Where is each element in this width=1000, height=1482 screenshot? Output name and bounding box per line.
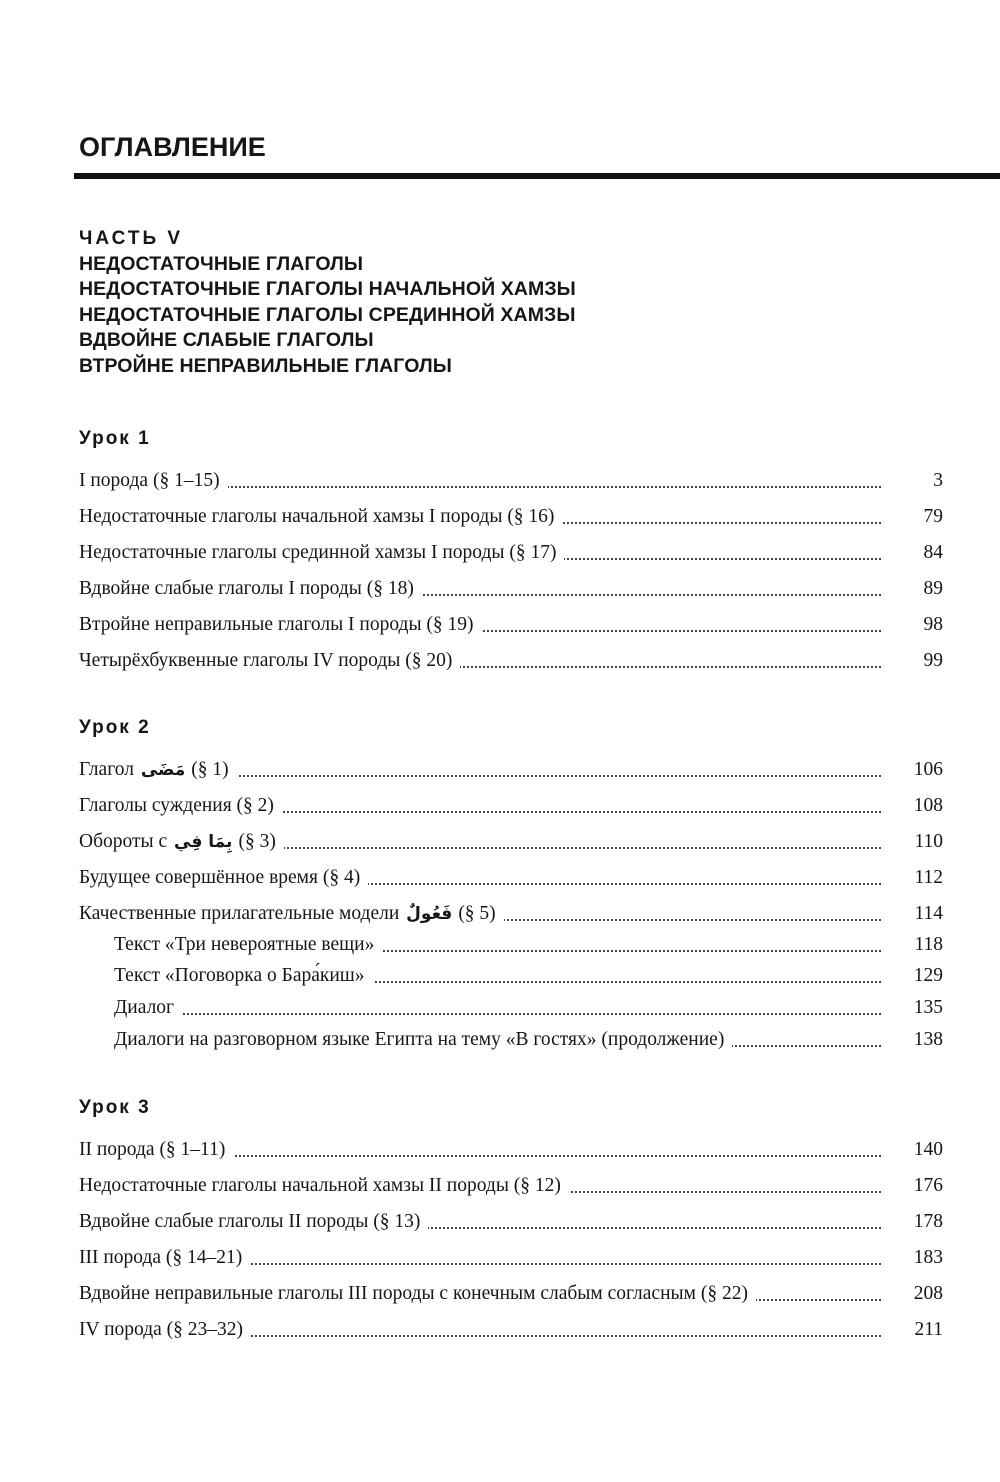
toc-entry[interactable] xyxy=(79,540,943,566)
lesson-heading: Урок 3 xyxy=(79,1097,151,1118)
page-number: 84 xyxy=(923,542,943,563)
toc-entry[interactable] xyxy=(79,576,943,602)
page-number: 208 xyxy=(913,1283,943,1304)
part-label: ЧАСТЬ V xyxy=(79,228,184,249)
entry-title-text: Качественные прилагательные модели xyxy=(79,903,400,924)
entry-title-text: Глагол xyxy=(79,759,134,780)
page-title: ОГЛАВЛЕНИЕ xyxy=(79,132,266,162)
toc-subentry[interactable] xyxy=(114,963,943,989)
part-line: НЕДОСТАТОЧНЫЕ ГЛАГОЛЫ НАЧАЛЬНОЙ ХАМЗЫ xyxy=(79,278,576,301)
page-number: 106 xyxy=(913,759,943,780)
toc-entry[interactable] xyxy=(79,865,943,891)
entry-title: Глаголы суждения (§ 2) xyxy=(79,793,282,819)
entry-title: II порода (§ 1–11) xyxy=(79,1137,233,1163)
toc-entry[interactable] xyxy=(79,901,943,927)
part-line: ВДВОЙНЕ СЛАБЫЕ ГЛАГОЛЫ xyxy=(79,329,374,352)
page-number: 178 xyxy=(913,1211,943,1232)
page-number: 140 xyxy=(913,1139,943,1160)
toc-entry[interactable] xyxy=(79,504,943,530)
toc-entry[interactable] xyxy=(79,648,943,674)
page-number: 176 xyxy=(913,1175,943,1196)
entry-title-text: Обороты с xyxy=(79,831,168,852)
arabic-term: مَضَى xyxy=(140,760,186,780)
entry-title: Недостаточные глаголы начальной хамзы I породы (§ 16) xyxy=(79,504,562,530)
arabic-term: بِمَا فِي xyxy=(174,832,233,852)
entry-title xyxy=(79,829,284,855)
page-number: 110 xyxy=(914,831,943,852)
part-line: ВТРОЙНЕ НЕПРАВИЛЬНЫЕ ГЛАГОЛЫ xyxy=(79,354,452,377)
entry-title: I порода (§ 1–15) xyxy=(79,468,228,494)
arabic-term: فَعُولٌ xyxy=(406,904,453,924)
page-number: 138 xyxy=(913,1029,943,1050)
toc-entry[interactable] xyxy=(79,757,943,783)
part-line: НЕДОСТАТОЧНЫЕ ГЛАГОЛЫ СРЕДИННОЙ ХАМЗЫ xyxy=(79,303,576,326)
part-header xyxy=(79,226,576,379)
toc-subentry[interactable] xyxy=(114,932,943,958)
page-number: 135 xyxy=(913,997,943,1018)
entry-title: Недостаточные глаголы начальной хамзы II породы (§ 12) xyxy=(79,1173,569,1199)
page-number: 3 xyxy=(933,470,943,491)
page-number: 114 xyxy=(914,903,943,924)
entry-title xyxy=(79,757,237,783)
page-number: 89 xyxy=(923,578,943,599)
toc-entry[interactable] xyxy=(79,829,943,855)
page-number: 183 xyxy=(913,1247,943,1268)
toc-entry[interactable] xyxy=(79,1209,943,1235)
entry-section-ref: (§ 3) xyxy=(238,831,276,852)
lesson-heading: Урок 2 xyxy=(79,717,151,738)
entry-title: Четырёхбуквенные глаголы IV породы (§ 20) xyxy=(79,648,460,674)
page-number: 79 xyxy=(923,506,943,527)
entry-title: Текст «Три невероятные вещи» xyxy=(114,932,382,958)
page-number: 99 xyxy=(923,650,943,671)
page-number: 211 xyxy=(914,1319,943,1340)
entry-title: Недостаточные глаголы срединной хамзы I породы (§ 17) xyxy=(79,540,564,566)
toc-entry[interactable] xyxy=(79,793,943,819)
part-line: НЕДОСТАТОЧНЫЕ ГЛАГОЛЫ xyxy=(79,253,364,275)
entry-title: Будущее совершённое время (§ 4) xyxy=(79,865,368,891)
lesson-heading: Урок 1 xyxy=(79,428,151,449)
entry-title: Вдвойне слабые глаголы I породы (§ 18) xyxy=(79,576,422,602)
page-number: 98 xyxy=(923,614,943,635)
toc-entry[interactable] xyxy=(79,1317,943,1343)
dot-leader xyxy=(114,1013,881,1015)
page-number: 112 xyxy=(914,867,943,888)
entry-title: Диалоги на разговорном языке Египта на тему «В гостях» (продолжение) xyxy=(114,1027,732,1053)
entry-title: Втройне неправильные глаголы I породы (§ 19) xyxy=(79,612,482,638)
entry-title: Диалог xyxy=(114,995,182,1021)
toc-subentry[interactable] xyxy=(114,1027,943,1053)
toc-subentry[interactable] xyxy=(114,995,943,1021)
toc-entry[interactable] xyxy=(79,1173,943,1199)
page-number: 108 xyxy=(913,795,943,816)
toc-entry[interactable] xyxy=(79,1245,943,1271)
entry-title xyxy=(79,901,504,927)
toc-entry[interactable] xyxy=(79,1281,943,1307)
entry-section-ref: (§ 5) xyxy=(458,903,496,924)
page-number: 129 xyxy=(913,965,943,986)
toc-entry[interactable] xyxy=(79,612,943,638)
entry-title: Вдвойне слабые глаголы II породы (§ 13) xyxy=(79,1209,428,1235)
entry-section-ref: (§ 1) xyxy=(191,759,229,780)
title-rule xyxy=(74,173,1000,179)
entry-title: Текст «Поговорка о Бара́киш» xyxy=(114,963,373,989)
entry-title: III порода (§ 14–21) xyxy=(79,1245,250,1271)
page-number: 118 xyxy=(914,934,943,955)
entry-title: Вдвойне неправильные глаголы III породы с конечным слабым согласным (§ 22) xyxy=(79,1281,756,1307)
toc-entry[interactable] xyxy=(79,468,943,494)
entry-title: IV порода (§ 23–32) xyxy=(79,1317,251,1343)
toc-entry[interactable] xyxy=(79,1137,943,1163)
